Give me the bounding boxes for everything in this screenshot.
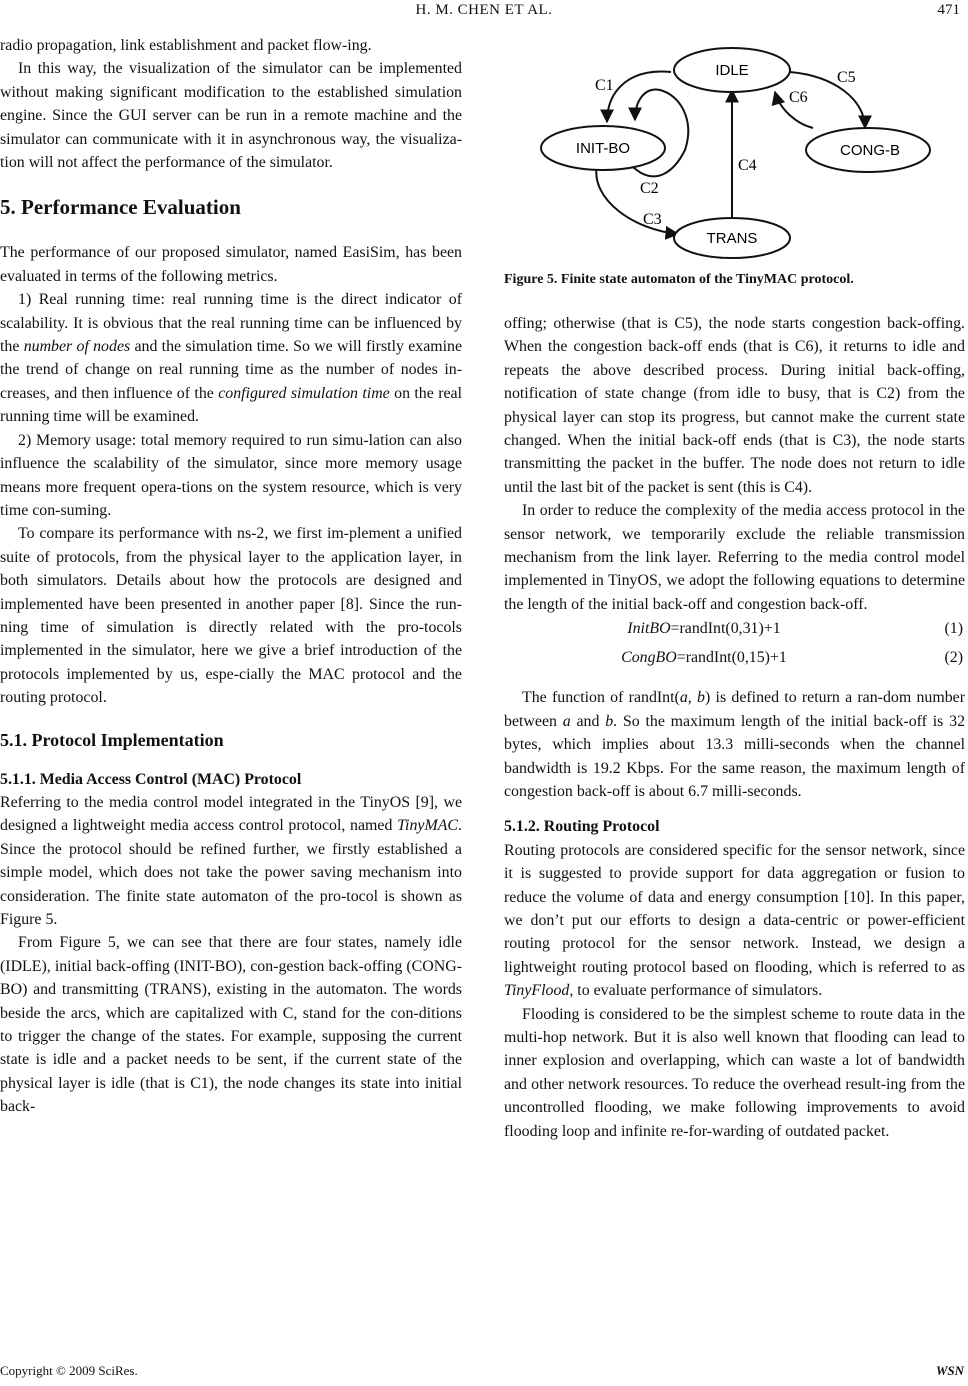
- condition-c6-label: C6: [789, 89, 808, 106]
- paragraph-mac: Referring to the media control model integrated in the TinyOS [9], we designed a lightweight media access control protocol, named TinyMAC. Since the protocol should be refined further, we firstly established a simple model, which does not take the power saving mechanism into consideration. The finite state automaton of the pro-tocol is shown as Figure 5.: [0, 793, 462, 928]
- paragraph-reduce-complexity: In order to reduce the complexity of the media access protocol in the sensor network, we temporarily exclude the reliable transmission mechanism from the link layer. Referring to the media control model implemented in TinyOS, we adopt the following equations to determine the length of the initial back-off and congestion back-off.: [504, 502, 965, 613]
- section-5-heading: 5. Performance Evaluation: [0, 195, 241, 220]
- equation-2: [504, 645, 965, 674]
- paragraph-figure5-explanation: From Figure 5, we can see that there are four states, namely idle (IDLE), initial back-offing (INIT-BO), con-gestion back-offing (CONG-BO) and transmitting (TRANS), existing in the automaton. The words beside the arcs, which are capitalized with C, stand for the con-ditions to trigger the change of the states. For example, supposing the current state is idle and a packet needs to be sent, if the current state of the physical layer is idle (that is C1), the node changes its state into initial back-: [0, 934, 462, 1116]
- state-trans-label: TRANS: [706, 230, 758, 247]
- paragraph-automaton-continued: offing; otherwise (that is C5), the node starts congestion back-offing. When the congestion back-off ends (that is C6), it returns to idle and repeats the above described process. During initial back-offing, notification of state change (from idle to busy, that is C2) from the physical layer can stop its progress, but cannot make the current state changed. When the initial back-off ends (that is C3), the node starts transmitting the packet in the buffer. The node does not return to idle until the last bit of the packet is sent (this is C4).: [504, 315, 965, 496]
- figure-5-diagram: [535, 40, 935, 262]
- paragraph-flooding: Flooding is considered to be the simplest scheme to route data in the multi-hop network. But it is also well known that flooding can lead to inner explosion and overlapping, which can waste a lot of bandwidth and other network resources. To reduce the overhead result-ing from the uncontrolled flooding, we make following improvements to avoid flooding loop and infinite re-for-warding of outdated packet.: [504, 1005, 965, 1140]
- state-diagram: [535, 40, 935, 262]
- left-column: [0, 34, 462, 1119]
- running-title: H. M. CHEN ET AL.: [415, 2, 553, 18]
- paragraph-continued: radio propagation, link establishment and packet flow-ing.: [0, 37, 372, 54]
- condition-c4-label: C4: [738, 157, 757, 174]
- right-column: [504, 312, 965, 1143]
- equation-1-body: InitBO=randInt(0,31)+1: [627, 620, 781, 638]
- section-5-1-1-heading: 5.1.1. Media Access Control (MAC) Protocol: [0, 770, 302, 788]
- equation-2-number: (2): [944, 649, 963, 667]
- paragraph-metric-memory: 2) Memory usage: total memory required to run simu-lation can also influence the scalability of the simulator, since more memory usage means more frequent opera-tions on the system resource, which is very time con-suming.: [0, 431, 462, 519]
- page-number: 471: [937, 2, 960, 18]
- paragraph-metric-running-time: 1) Real running time: real running time is the direct indicator of scalability. It is obvious that the real running time can be influenced by the number of nodes and the simulation time. So we will firstly examine the trend of change on real running time as the number of nodes in-creases, and then influence of the configured simulation time on the real running time will be examined.: [0, 291, 463, 426]
- paragraph-routing: Routing protocols are considered specific for the sensor network, since it is suggested to provide support for data aggregation or fusion to reduce the volume of data and energy consumption [10]. In this paper, we don’t put our efforts to design a data-centric or power-efficient routing protocol for the sensor network. Instead, we design a lightweight routing protocol based on flooding, which is referred to as TinyFlood, to evaluate performance of simulators.: [504, 841, 965, 1000]
- equation-2-body: CongBO=randInt(0,15)+1: [621, 649, 787, 667]
- paragraph-compare: To compare its performance with ns-2, we first im-plement a unified suite of protocols, from the physical layer to the application layer, in both simulators. Details about how the protocols are designed and implemented have been presented in another paper [8]. Since the run-ning time of simulation is directly related with the pro-tocols implemented in the simulator, here we give a brief introduction of the protocols implemented by us, espe-cially the MAC protocol and the routing protocol.: [0, 525, 462, 707]
- copyright: Copyright © 2009 SciRes.: [0, 1363, 138, 1378]
- section-5-1-2-heading: 5.1.2. Routing Protocol: [504, 818, 660, 836]
- condition-c5-label: C5: [837, 69, 856, 86]
- arc-c1: [607, 72, 671, 122]
- arc-c3: [596, 165, 678, 234]
- condition-c2-label: C2: [640, 180, 659, 197]
- running-header: [0, 0, 968, 22]
- paragraph-visualization: In this way, the visualization of the simulator can be implemented without making significant modification to the established simulation engine. Since the GUI server can be run in a remote machine and the simulator can communicate with it in asynchronous way, the visualiza-tion will not affect the performance of the simulator.: [0, 60, 462, 172]
- state-init-bo-label: INIT-BO: [575, 140, 631, 157]
- paragraph-performance: The performance of our proposed simulator, named EasiSim, has been evaluated in terms of the following metrics.: [0, 244, 462, 285]
- condition-c3-label: C3: [643, 211, 662, 228]
- equation-1-number: (1): [944, 620, 963, 638]
- state-idle-label: IDLE: [715, 62, 749, 79]
- paragraph-randint: The function of randInt(a, b) is defined to return a ran-dom number between a and b. So the maximum length of the initial back-off is 32 bytes, which implies about 13.3 milli-seconds when the channel bandwidth is 19.2 Kbps. For the same reason, the maximum length of congestion back-off is about 6.7 milli-seconds.: [504, 689, 966, 800]
- state-cong-bo-label: CONG-B: [840, 142, 900, 159]
- section-5-1-heading: 5.1. Protocol Implementation: [0, 729, 224, 750]
- journal-name: WSN: [935, 1363, 964, 1378]
- figure-5-caption: Figure 5. Finite state automaton of the TinyMAC protocol.: [504, 272, 854, 287]
- condition-c1-label: C1: [595, 77, 614, 94]
- equation-1: [504, 616, 965, 645]
